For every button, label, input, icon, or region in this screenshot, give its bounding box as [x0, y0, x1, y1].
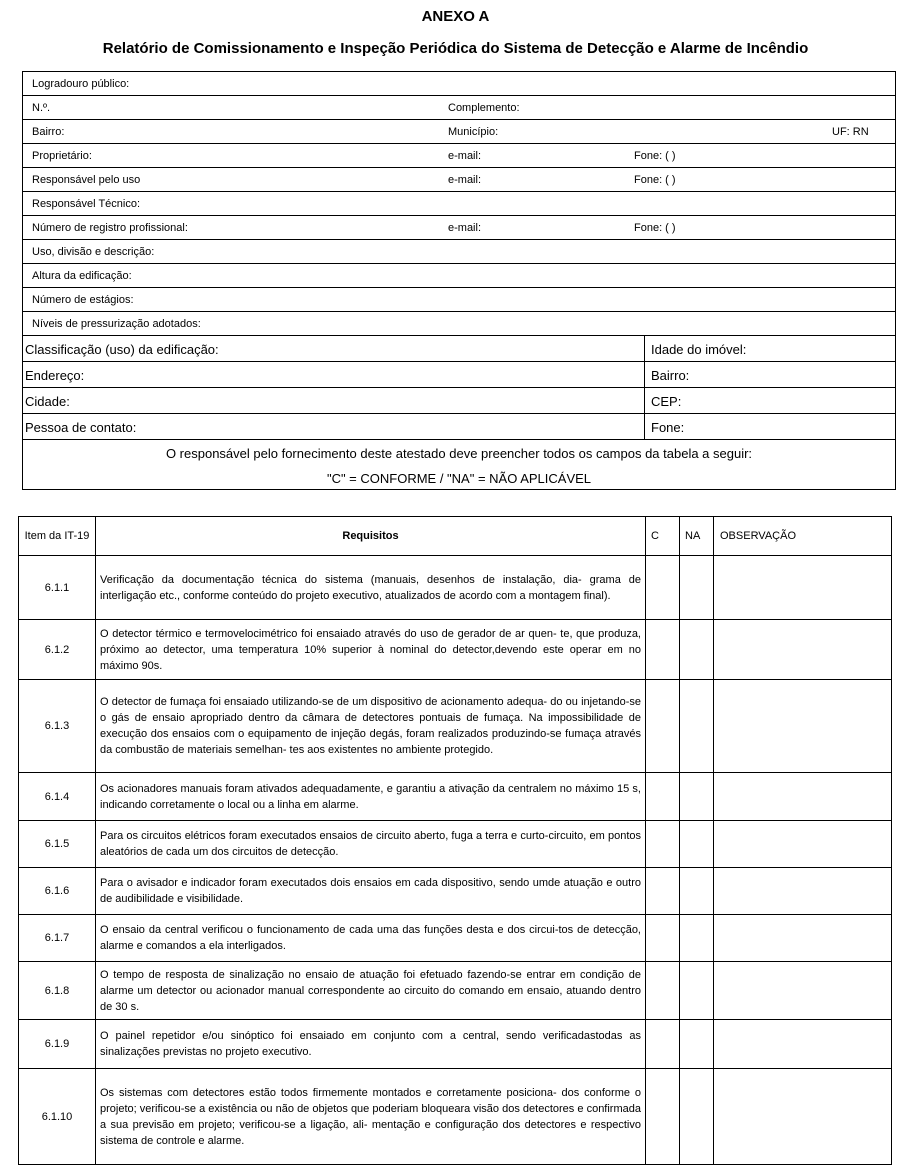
table-row [19, 1069, 892, 1165]
column-divider [644, 414, 645, 439]
observacao-cell[interactable] [714, 556, 892, 620]
bairro-label: Bairro: [32, 126, 65, 138]
table-row [19, 773, 892, 821]
column-divider [644, 336, 645, 361]
form-row-altura [23, 264, 895, 288]
form-row-logradouro [23, 72, 895, 96]
form-row-responsavel-uso [23, 168, 895, 192]
form-row-classificacao [23, 336, 895, 362]
fone2-label: Fone: [651, 420, 685, 435]
checklist-table [18, 516, 892, 1165]
table-row [19, 680, 892, 773]
na-checkbox-cell[interactable] [680, 868, 714, 915]
form-row-numero [23, 96, 895, 120]
item-number: 6.1.3 [19, 680, 96, 773]
table-row [19, 962, 892, 1020]
requirement-text: Os sistemas com detectores estão todos firmemente montados e corretamente posiciona- dos conforme o projeto; verificou-se a existência ou não de objetos que poderiam bloqueara visão dos detectores e confirmada a sua previsão em projeto; verificou-se a ligação, ali- mentação e configuração dos detectores e respectivo sistema de controle e alarme. [96, 1069, 646, 1165]
form-row-estagios [23, 288, 895, 312]
c-checkbox-cell[interactable] [646, 773, 680, 821]
form-row-cidade [23, 388, 895, 414]
form-row-uso [23, 240, 895, 264]
legend-text: "C" = CONFORME / "NA" = NÃO APLICÁVEL [326, 471, 592, 486]
na-checkbox-cell[interactable] [680, 962, 714, 1020]
form-row-bairro [23, 120, 895, 144]
email-label: e-mail: [448, 222, 482, 234]
c-checkbox-cell[interactable] [646, 1069, 680, 1165]
column-divider [644, 388, 645, 413]
requirement-text: Os acionadores manuais foram ativados adequadamente, e garantiu a ativação da centralem no máximo 15 s, indicando corretamente o local ou a linha em alarme. [96, 773, 646, 821]
contato-label: Pessoa de contato: [25, 420, 137, 435]
requirement-text: Verificação da documentação técnica do sistema (manuais, desenhos de instalação, dia- grama de interligação etc., conforme conteúdo do projeto executivo, atualizados de acordo com a montagem final). [96, 556, 646, 620]
c-checkbox-cell[interactable] [646, 556, 680, 620]
observacao-cell[interactable] [714, 773, 892, 821]
fone-label: Fone: ( ) [634, 150, 676, 162]
form-row-registro [23, 216, 895, 240]
c-column-header: C [646, 517, 680, 556]
observacao-cell[interactable] [714, 620, 892, 680]
c-checkbox-cell[interactable] [646, 821, 680, 868]
table-row [19, 1020, 892, 1069]
item-number: 6.1.5 [19, 821, 96, 868]
table-row [19, 915, 892, 962]
na-checkbox-cell[interactable] [680, 915, 714, 962]
cidade-label: Cidade: [25, 394, 70, 409]
item-number: 6.1.8 [19, 962, 96, 1020]
report-title: Relatório de Comissionamento e Inspeção Periódica do Sistema de Detecção e Alarme de Incêndio [102, 40, 809, 57]
na-checkbox-cell[interactable] [680, 620, 714, 680]
requirement-text: O ensaio da central verificou o funcionamento de cada uma das funções desta e dos circui-tos de detecção, alarme e comandos a ela interligados. [96, 915, 646, 962]
observacao-cell[interactable] [714, 915, 892, 962]
estagios-label: Número de estágios: [32, 294, 134, 306]
requisitos-column-header: Requisitos [96, 517, 646, 556]
table-row [19, 620, 892, 680]
responsavel-uso-label: Responsável pelo uso [32, 174, 141, 186]
complemento-label: Complemento: [448, 102, 520, 114]
c-checkbox-cell[interactable] [646, 868, 680, 915]
fone-label: Fone: ( ) [634, 222, 676, 234]
instruction-text: O responsável pelo fornecimento deste atestado deve preencher todos os campos da tabela a seguir: [165, 446, 753, 461]
item-number: 6.1.10 [19, 1069, 96, 1165]
c-checkbox-cell[interactable] [646, 962, 680, 1020]
observacao-cell[interactable] [714, 821, 892, 868]
uso-label: Uso, divisão e descrição: [32, 246, 155, 258]
altura-label: Altura da edificação: [32, 270, 132, 282]
item-number: 6.1.7 [19, 915, 96, 962]
form-instructions [23, 440, 895, 489]
cep-label: CEP: [651, 394, 682, 409]
bairro2-label: Bairro: [651, 368, 690, 383]
endereco-label: Endereço: [25, 368, 85, 383]
na-checkbox-cell[interactable] [680, 1069, 714, 1165]
c-checkbox-cell[interactable] [646, 620, 680, 680]
item-number: 6.1.9 [19, 1020, 96, 1069]
c-checkbox-cell[interactable] [646, 915, 680, 962]
requirement-text: O detector térmico e termovelocimétrico foi ensaiado através do uso de gerador de ar quen- te, que produza, próximo ao detector, uma temperatura 10% superior à nominal do detector,devendo este operar em no máximo 90s. [96, 620, 646, 680]
form-row-endereco [23, 362, 895, 388]
form-row-responsavel-tecnico [23, 192, 895, 216]
requirement-text: O tempo de resposta de sinalização no ensaio de atuação foi efetuado fazendo-se entrar em condição de alarme um detector ou acionador manual correspondente ao circuito do comando em ensaio, atuando dentro de 30 s. [96, 962, 646, 1020]
requirement-text: Para os circuitos elétricos foram executados ensaios de circuito aberto, fuga a terra e curto-circuito, em pontos aleatórios de cada um dos circuitos de detecção. [96, 821, 646, 868]
na-checkbox-cell[interactable] [680, 821, 714, 868]
idade-label: Idade do imóvel: [651, 342, 747, 357]
identification-form [22, 71, 896, 490]
item-number: 6.1.6 [19, 868, 96, 915]
annex-title: ANEXO A [421, 8, 490, 25]
na-checkbox-cell[interactable] [680, 556, 714, 620]
requirement-text: Para o avisador e indicador foram executados dois ensaios em cada dispositivo, sendo umde atuação e outro de audibilidade e visibilidade. [96, 868, 646, 915]
email-label: e-mail: [448, 174, 482, 186]
observacao-cell[interactable] [714, 962, 892, 1020]
table-row [19, 556, 892, 620]
observacao-cell[interactable] [714, 868, 892, 915]
uf-label: UF: RN [832, 126, 869, 138]
responsavel-tecnico-label: Responsável Técnico: [32, 198, 141, 210]
na-checkbox-cell[interactable] [680, 680, 714, 773]
table-row [19, 868, 892, 915]
pressurizacao-label: Níveis de pressurização adotados: [32, 318, 201, 330]
item-number: 6.1.1 [19, 556, 96, 620]
form-row-pressurizacao [23, 312, 895, 336]
classificacao-label: Classificação (uso) da edificação: [25, 342, 219, 357]
table-header-row [19, 517, 892, 556]
email-label: e-mail: [448, 150, 482, 162]
na-column-header: NA [680, 517, 714, 556]
c-checkbox-cell[interactable] [646, 1020, 680, 1069]
requirement-text: O painel repetidor e/ou sinóptico foi ensaiado em conjunto com a central, sendo verificadastodas as sinalizações previstas no projeto executivo. [96, 1020, 646, 1069]
observacao-cell[interactable] [714, 1020, 892, 1069]
column-divider [644, 362, 645, 387]
item-column-header: Item da IT-19 [19, 517, 96, 556]
fone-label: Fone: ( ) [634, 174, 676, 186]
form-row-contato [23, 414, 895, 440]
form-row-proprietario [23, 144, 895, 168]
observacao-column-header: OBSERVAÇÃO [714, 517, 892, 556]
item-number: 6.1.4 [19, 773, 96, 821]
proprietario-label: Proprietário: [32, 150, 92, 162]
na-checkbox-cell[interactable] [680, 1020, 714, 1069]
numero-label: N.º. [32, 102, 51, 114]
logradouro-label: Logradouro público: [32, 78, 130, 90]
observacao-cell[interactable] [714, 680, 892, 773]
registro-label: Número de registro profissional: [32, 222, 188, 234]
municipio-label: Município: [448, 126, 499, 138]
item-number: 6.1.2 [19, 620, 96, 680]
requirement-text: O detector de fumaça foi ensaiado utilizando-se de um dispositivo de acionamento adequa- do ou injetando-se o gás de ensaio apropriado dentro da câmara de detectores pontuais de fumaça. Na impossibilidade de execução dos ensaios com o equipamento de injeção degás, foram realizados produzindo-se fumaça através da combustão de materiais semelhan- tes aos existentes no ambiente protegido. [96, 680, 646, 773]
c-checkbox-cell[interactable] [646, 680, 680, 773]
na-checkbox-cell[interactable] [680, 773, 714, 821]
observacao-cell[interactable] [714, 1069, 892, 1165]
table-row [19, 821, 892, 868]
